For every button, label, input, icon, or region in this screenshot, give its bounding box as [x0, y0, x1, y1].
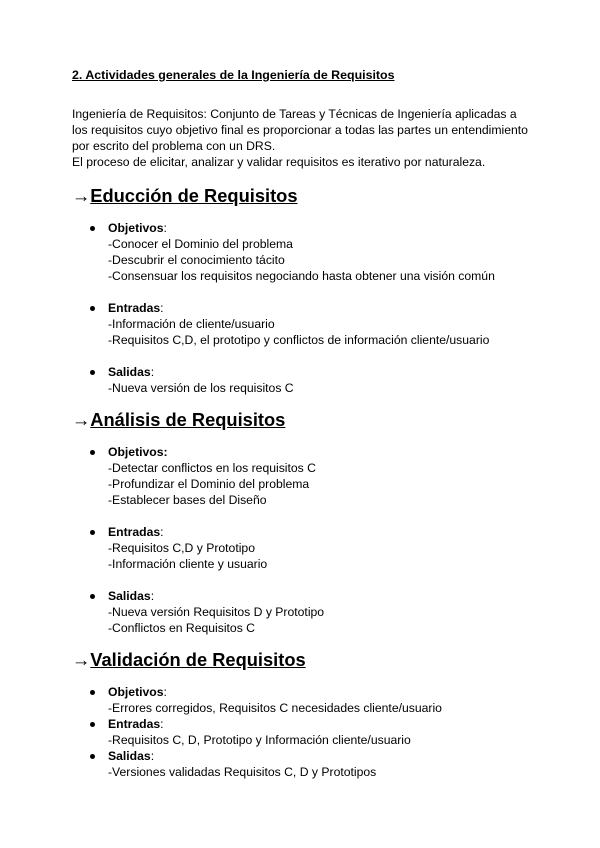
- bullet-line: -Información cliente y usuario: [108, 557, 268, 571]
- bullet-colon: :: [150, 589, 155, 603]
- bullet-line: -Requisitos C,D y Prototipo: [108, 541, 255, 555]
- bullet-title: Salidas: [108, 749, 151, 763]
- bullet-title: Entradas: [108, 525, 161, 539]
- bullet-title: Objetivos:: [108, 445, 168, 459]
- list-item: [72, 588, 542, 636]
- section-analisis: [72, 411, 542, 636]
- bullet-line: -Nueva versión de los requisitos C: [108, 381, 294, 395]
- bullet-list: [72, 220, 542, 396]
- bullet-title: Entradas: [108, 301, 161, 315]
- bullet-icon: [90, 690, 95, 695]
- bullet-line: -Versiones validadas Requisitos C, D y Prototipos: [108, 765, 377, 779]
- section-heading-text: Validación de Requisitos: [90, 649, 306, 670]
- document-page: [72, 66, 542, 780]
- list-item: [72, 444, 542, 508]
- bullet-title: Salidas: [108, 589, 151, 603]
- list-item: [72, 748, 542, 780]
- bullet-colon: :: [163, 221, 167, 235]
- bullet-list: [72, 684, 542, 780]
- section-heading-text: Educción de Requisitos: [90, 185, 298, 206]
- bullet-line: -Información de cliente/usuario: [108, 317, 275, 331]
- bullet-line: -Consensuar los requisitos negociando hasta obtener una visión común: [108, 269, 495, 283]
- bullet-title: Entradas: [108, 717, 161, 731]
- arrow-icon: →: [72, 649, 91, 670]
- bullet-colon: :: [150, 365, 155, 379]
- intro-line: Ingeniería de Requisitos: Conjunto de Tareas y Técnicas de Ingeniería aplicadas a: [72, 107, 517, 121]
- bullet-line: -Requisitos C,D, el prototipo y conflictos de información cliente/usuario: [108, 333, 490, 347]
- arrow-icon: →: [72, 409, 91, 430]
- bullet-list: [72, 444, 542, 636]
- list-item: [72, 300, 542, 348]
- bullet-line: -Establecer bases del Diseño: [108, 493, 267, 507]
- list-item: [72, 364, 542, 396]
- bullet-colon: :: [160, 525, 164, 539]
- bullet-line: -Detectar conflictos en los requisitos C: [108, 461, 316, 475]
- intro-line: los requisitos cuyo objetivo final es proporcionar a todas las partes un entendimiento: [72, 123, 528, 137]
- bullet-colon: :: [150, 749, 155, 763]
- bullet-line: -Conflictos en Requisitos C: [108, 621, 255, 635]
- intro-line: por escrito del problema con un DRS.: [72, 139, 276, 153]
- list-item: [72, 684, 542, 716]
- bullet-icon: [90, 450, 95, 455]
- bullet-line: -Descubrir el conocimiento tácito: [108, 253, 285, 267]
- section-heading: [72, 411, 542, 429]
- bullet-line: -Errores corregidos, Requisitos C necesidades cliente/usuario: [108, 701, 442, 715]
- section-heading-text: Análisis de Requisitos: [90, 409, 286, 430]
- bullet-line: -Nueva versión Requisitos D y Prototipo: [108, 605, 325, 619]
- intro-line: El proceso de elicitar, analizar y validar requisitos es iterativo por naturaleza.: [72, 155, 486, 169]
- section-heading: [72, 651, 542, 669]
- bullet-icon: [90, 722, 95, 727]
- bullet-colon: :: [160, 301, 164, 315]
- list-item: [72, 716, 542, 748]
- bullet-title: Objetivos: [108, 221, 164, 235]
- bullet-icon: [90, 754, 95, 759]
- bullet-icon: [90, 306, 95, 311]
- section-educcion: [72, 187, 542, 396]
- bullet-line: -Conocer el Dominio del problema: [108, 237, 293, 251]
- bullet-title: Salidas: [108, 365, 151, 379]
- arrow-icon: →: [72, 185, 91, 206]
- bullet-icon: [90, 594, 95, 599]
- intro-paragraph: [72, 106, 542, 170]
- bullet-icon: [90, 370, 95, 375]
- document-title: 2. Actividades generales de la Ingeniería de Requisitos: [72, 68, 395, 82]
- bullet-colon: :: [163, 685, 167, 699]
- bullet-icon: [90, 226, 95, 231]
- bullet-title: Objetivos: [108, 685, 164, 699]
- section-validacion: [72, 651, 542, 780]
- bullet-colon: :: [160, 717, 164, 731]
- bullet-line: -Requisitos C, D, Prototipo y Información cliente/usuario: [108, 733, 411, 747]
- list-item: [72, 220, 542, 284]
- bullet-icon: [90, 530, 95, 535]
- section-heading: [72, 187, 542, 205]
- list-item: [72, 524, 542, 572]
- bullet-line: -Profundizar el Dominio del problema: [108, 477, 310, 491]
